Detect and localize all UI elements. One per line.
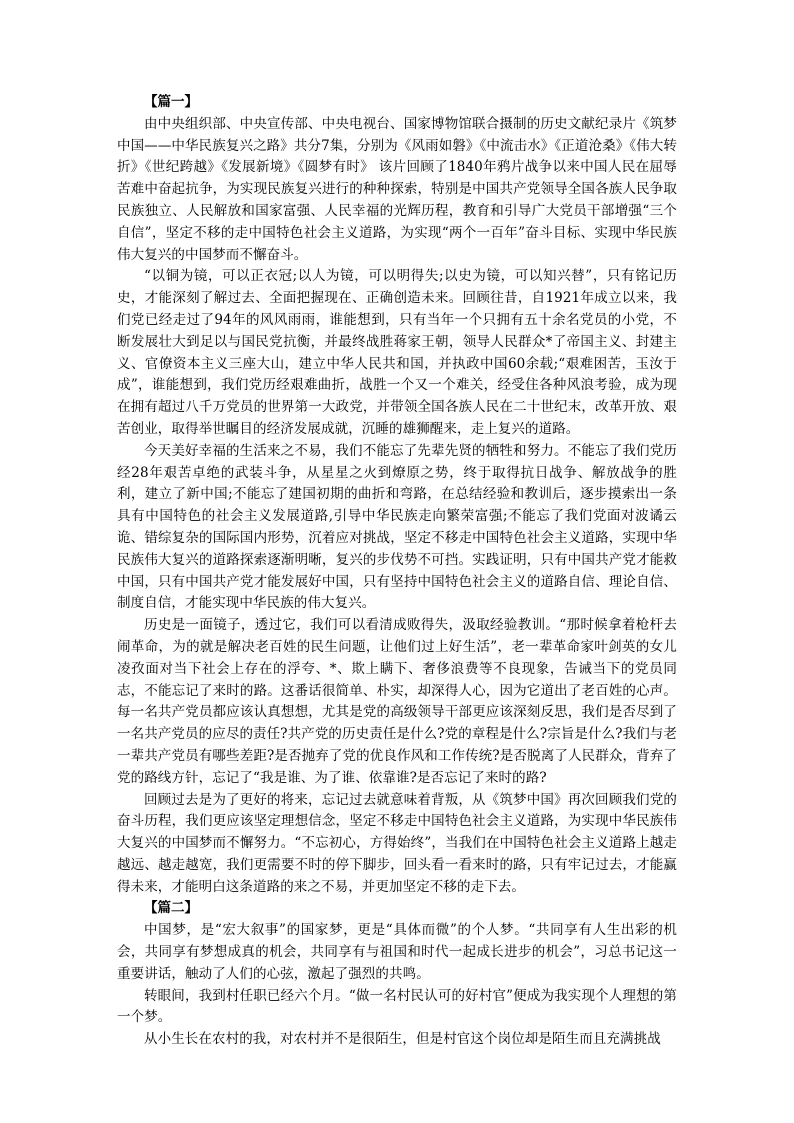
paragraph: 历史是一面镜子，透过它，我们可以看清成败得失，汲取经验教训。“那时候拿着枪杆去闹革命，为的就是解决老百姓的民生问题，让他们过上好生活”，老一辈革命家叶剑英的女儿凌孜面对当下社会上存在的浮夸、*、欺上瞒下、奢侈浪费等不良现象，告诫当下的党员同志，不能忘记了来时的路。这番话很简单、朴实，却深得人心，因为它道出了老百姓的心声。每一名共产党员都应该认真想想，尤其是党的高级领导干部更应该深刻反思，我们是否尽到了一名共产党员的应尽的责任?共产党的历史责任是什么?党的章程是什么?宗旨是什么?我们与老一辈共产党员有哪些差距?是否抛弃了党的优良作风和工作传统?是否脱离了人民群众，背弃了党的路线方针，忘记了“我是谁、为了谁、依靠谁?是否忘记了来时的路?	[117, 617, 677, 786]
document-page	[117, 92, 677, 1051]
section-heading-part-two: 【篇二】	[144, 900, 198, 917]
paragraph: 今天美好幸福的生活来之不易，我们不能忘了先辈先贤的牺牲和努力。不能忘了我们党历经28年艰苦卓绝的武装斗争，从星星之火到燎原之势，终于取得抗日战争、解放战争的胜利，建立了新中国;不能忘了建国初期的曲折和弯路，在总结经验和教训后，逐步摸索出一条具有中国特色的社会主义发展道路,引导中华民族走向繁荣富强;不能忘了我们党面对波谲云诡、错综复杂的国际国内形势，沉着应对挑战，坚定不移走中国特色社会主义道路，实现中华民族伟大复兴的道路探索逐渐明晰，复兴的步伐势不可挡。实践证明，只有中国共产党才能救中国，只有中国共产党才能发展好中国，只有坚持中国特色社会主义的道路自信、理论自信、制度自信，才能实现中华民族的伟大复兴。	[117, 442, 677, 612]
paragraph: 从小生长在农村的我，对农村并不是很陌生，但是村官这个岗位却是陌生而且充满挑战	[144, 1031, 661, 1048]
paragraph: 转眼间，我到村任职已经六个月。“做一名村民认可的好村官”便成为我实现个人理想的第一个梦。	[117, 987, 677, 1026]
section-heading-part-one: 【篇一】	[144, 94, 198, 110]
paragraph: 回顾过去是为了更好的将来，忘记过去就意味着背叛，从《筑梦中国》再次回顾我们党的奋斗历程，我们更应该坚定理想信念，坚定不移走中国特色社会主义道路，为实现中华民族伟大复兴的中国梦而不懈努力。“不忘初心，方得始终”，当我们在中国特色社会主义道路上越走越远、越走越宽，我们更需要不时的停下脚步，回头看一看来时的路，只有牢记过去，才能赢得未来，才能明白这条道路的来之不易，并更加坚定不移的走下去。	[117, 791, 677, 895]
paragraph: “以铜为镜，可以正衣冠;以人为镜，可以明得失;以史为镜，可以知兴替”，只有铭记历史，才能深刻了解过去、全面把握现在、正确创造未来。回顾往昔，自1921年成立以来，我们党已经走过了94年的风风雨雨，谁能想到，只有当年一个只拥有五十余名党员的小党，不断发展壮大到足以与国民党抗衡，并最终战胜蒋家王朝，领导人民群众*了帝国主义、封建主义、官僚资本主义三座大山，建立中华人民共和国，并执政中国60余载;“艰难困苦，玉汝于成”，谁能想到，我们党历经艰难曲折，战胜一个又一个难关，经受住各种风浪考验，成为现在拥有超过八千万党员的世界第一大政党，并带领全国各族人民在二十世纪末，改革开放、艰苦创业，取得举世瞩目的经济发展成就，沉睡的雄狮醒来，走上复兴的道路。	[117, 268, 677, 437]
paragraph: 中国梦，是“宏大叙事”的国家梦，更是“具体而微”的个人梦。“共同享有人生出彩的机会，共同享有梦想成真的机会，共同享有与祖国和时代一起成长进步的机会”，习总书记这一重要讲话，触动了人们的心弦，激起了强烈的共鸣。	[117, 922, 677, 982]
paragraph: 由中央组织部、中央宣传部、中央电视台、国家博物馆联合摄制的历史文献纪录片《筑梦中国——中华民族复兴之路》共分7集，分别为《风雨如磐》《中流击水》《正道沧桑》《伟大转折》《世纪跨越》《发展新境》《圆梦有时》 该片回顾了1840年鸦片战争以来中国人民在屈辱苦难中奋起抗争，为实现民族复兴进行的种种探索，特别是中国共产党领导全国各族人民争取民族独立、人民解放和国家富强、人民幸福的光辉历程，教育和引导广大党员干部增强“三个自信”，坚定不移的走中国特色社会主义道路，为实现“两个一百年”奋斗目标、实现中华民族伟大复兴的中国梦而不懈奋斗。	[117, 115, 677, 263]
